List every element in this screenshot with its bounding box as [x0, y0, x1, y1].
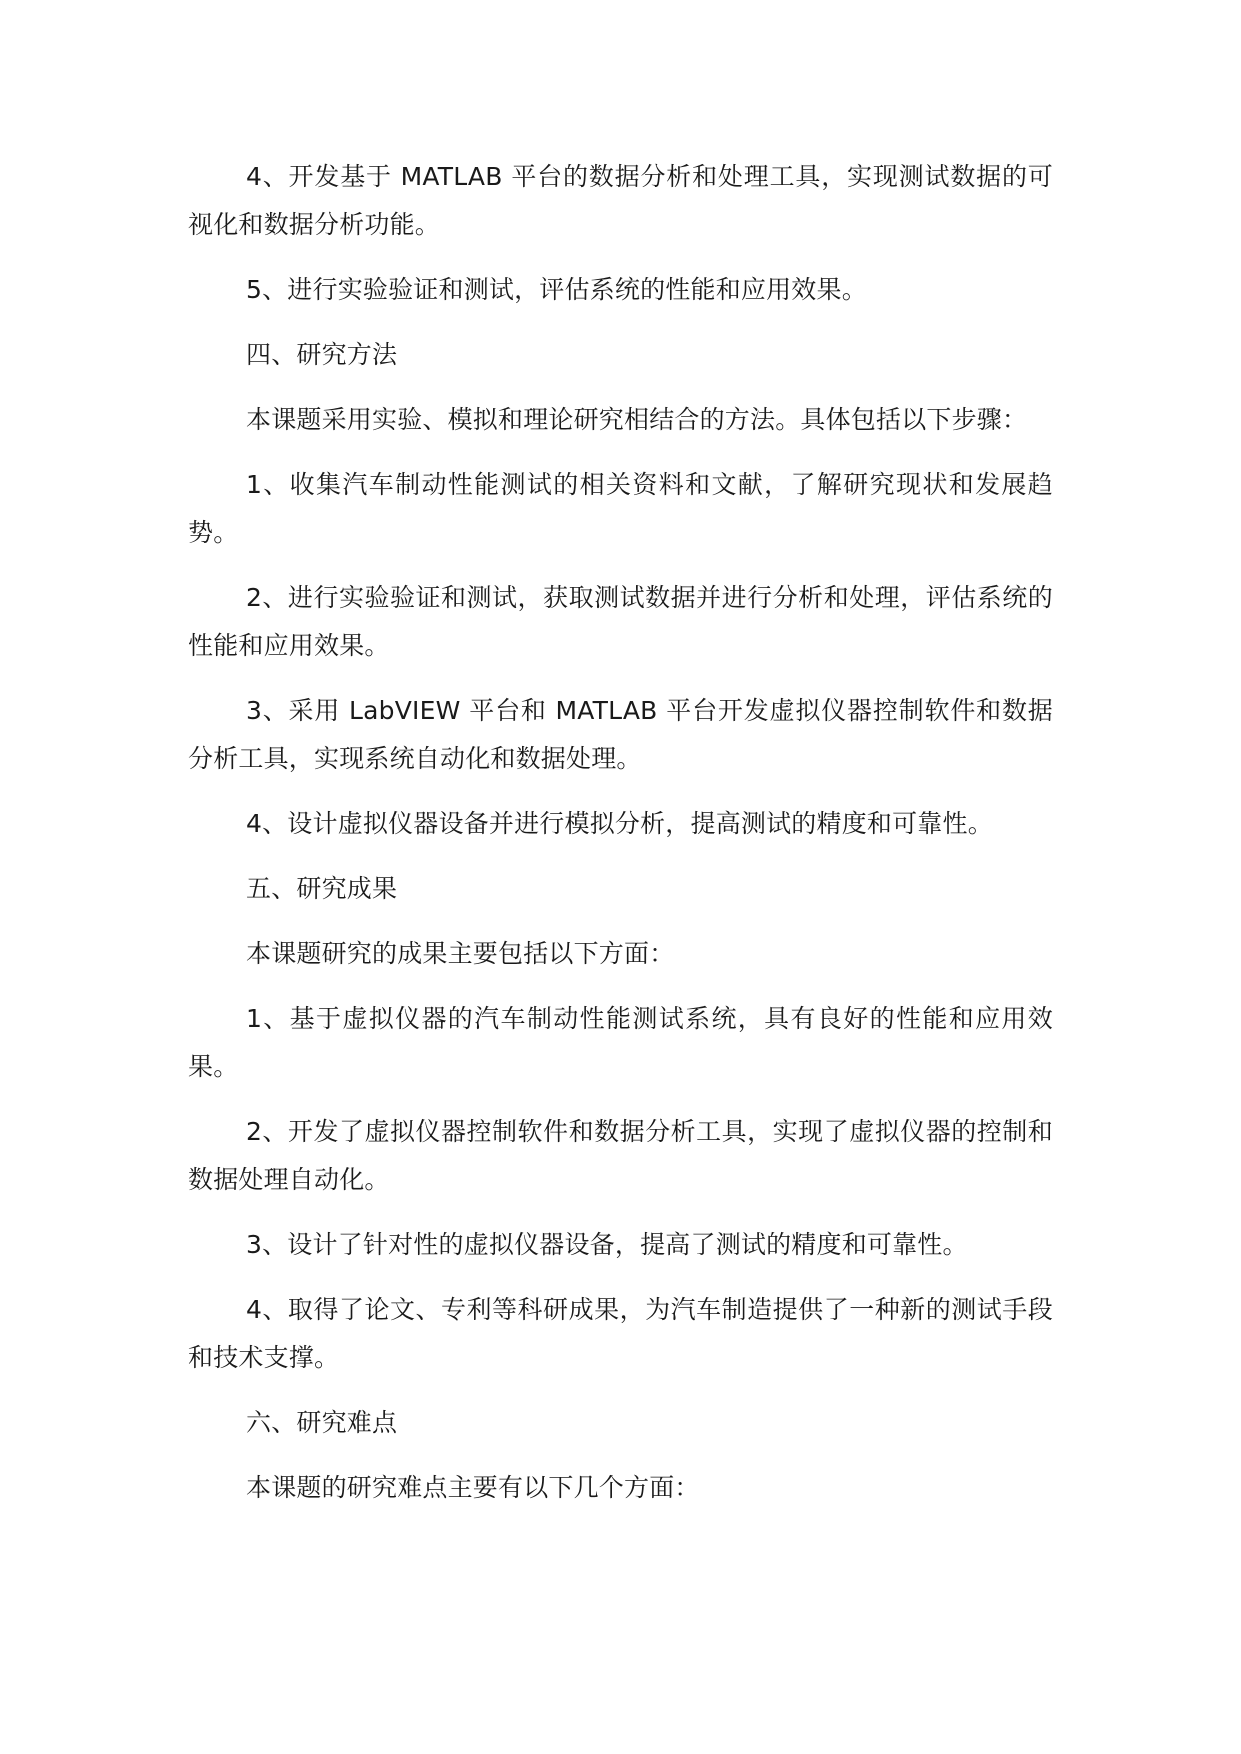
paragraph-result-2: 2、开发了虚拟仪器控制软件和数据分析工具，实现了虚拟仪器的控制和数据处理自动化。 — [188, 1117, 1053, 1194]
paragraph-method-3: 3、采用 LabVIEW 平台和 MATLAB 平台开发虚拟仪器控制软件和数据分析工具，实现系统自动化和数据处理。 — [188, 696, 1053, 773]
section-heading-methods: 四、研究方法 — [246, 340, 398, 369]
paragraph-method-2: 2、进行实验验证和测试，获取测试数据并进行分析和处理，评估系统的性能和应用效果。 — [188, 583, 1053, 660]
paragraph-goal-5: 5、进行实验验证和测试，评估系统的性能和应用效果。 — [246, 275, 867, 304]
paragraph-result-4: 4、取得了论文、专利等科研成果，为汽车制造提供了一种新的测试手段和技术支撑。 — [188, 1295, 1053, 1372]
paragraph-methods-intro: 本课题采用实验、模拟和理论研究相结合的方法。具体包括以下步骤： — [246, 405, 1028, 434]
section-heading-results: 五、研究成果 — [246, 874, 398, 903]
section-heading-difficulties: 六、研究难点 — [246, 1408, 398, 1437]
paragraph-results-intro: 本课题研究的成果主要包括以下方面： — [246, 939, 675, 968]
paragraph-goal-4: 4、开发基于 MATLAB 平台的数据分析和处理工具，实现测试数据的可视化和数据分析功能。 — [188, 162, 1053, 239]
paragraph-difficulties-intro: 本课题的研究难点主要有以下几个方面： — [246, 1473, 700, 1502]
document-body — [188, 153, 1053, 1529]
paragraph-method-1: 1、收集汽车制动性能测试的相关资料和文献，了解研究现状和发展趋势。 — [188, 470, 1053, 547]
paragraph-method-4: 4、设计虚拟仪器设备并进行模拟分析，提高测试的精度和可靠性。 — [246, 809, 993, 838]
paragraph-result-3: 3、设计了针对性的虚拟仪器设备，提高了测试的精度和可靠性。 — [246, 1230, 968, 1259]
paragraph-result-1: 1、基于虚拟仪器的汽车制动性能测试系统，具有良好的性能和应用效果。 — [188, 1004, 1053, 1081]
